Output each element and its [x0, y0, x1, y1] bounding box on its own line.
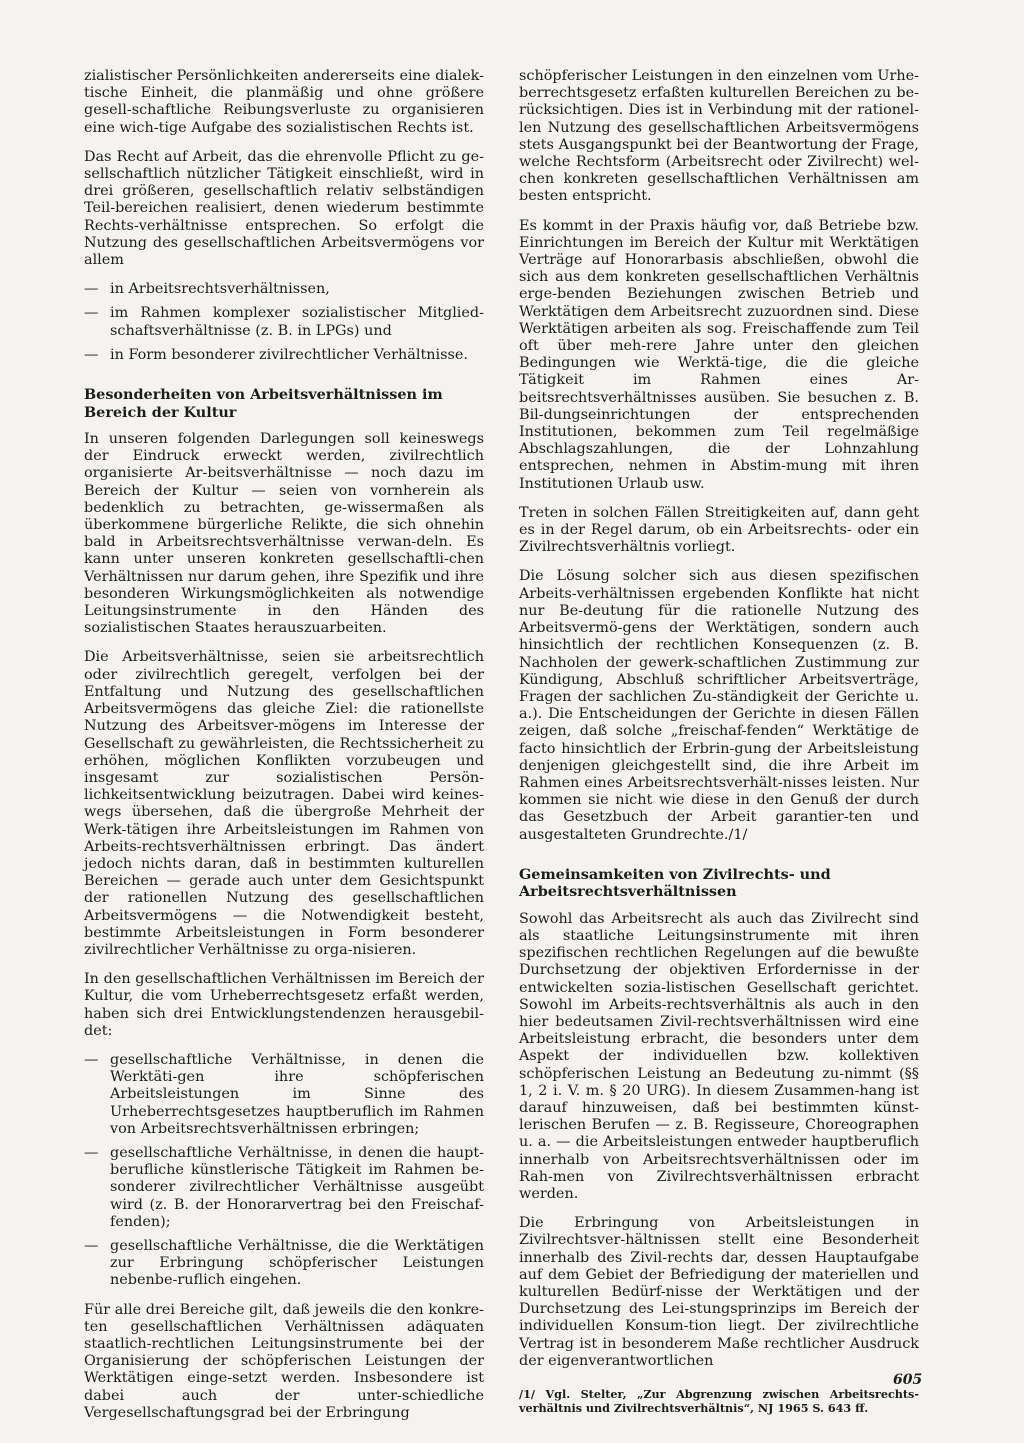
list-item: — gesellschaftliche Verhältnisse, in denen die Werktäti-gen ihre schöpferischen Arbeitsleistungen im Sinne des Urheberrechtsgesetzes hauptberuflich im Rahmen von Arbeitsrechtsverhältnissen erbringen; [84, 1052, 484, 1138]
right-column [519, 68, 919, 1415]
paragraph: zialistischer Persönlichkeiten andererseits eine dialek-tische Einheit, die planmäßig und ohne größere gesell-schaftliche Reibungsverluste zu organisieren eine wich-tige Aufgabe des sozialistischen Rechts ist. [84, 68, 484, 136]
paragraph: Treten in solchen Fällen Streitigkeiten auf, dann geht es in der Regel darum, ob ein Arbeitsrechts- oder ein Zivilrechtsverhältnis vorliegt. [519, 504, 919, 556]
paragraph: Für alle drei Bereiche gilt, daß jeweils die den konkre-ten gesellschaftlichen Verhältnissen adäquaten staatlich-rechtlichen Leitungsinstrumente bei der Organisierung der schöpferischen Leistungen der Werktätigen einge-setzt werden. Insbesondere ist dabei auch der unter-schiedliche Vergesellschaftungsgrad bei der Erbringung [84, 1301, 484, 1421]
section-heading: Gemeinsamkeiten von Zivilrechts- und Arbeitsrechtsverhältnissen [519, 865, 831, 901]
paragraph: schöpferischer Leistungen in den einzelnen vom Urhe-berrechtsgesetz erfaßten kulturellen Bereichen zu be-rücksichtigen. Dies ist in Verbindung mit der rationel-len Nutzung des gesellschaftlichen Arbeitsvermögens stets Ausgangspunkt bei der Beantwortung der Frage, welche Rechtsform (Arbeitsrecht oder Zivilrecht) wel-chen konkreten gesellschaftlichen Verhältnissen am besten entspricht. [519, 68, 919, 205]
list-item: — in Form besonderer zivilrechtlicher Verhältnisse. [84, 347, 484, 364]
section-heading: Besonderheiten von Arbeitsverhältnissen im Bereich der Kultur [84, 386, 443, 421]
paragraph: Das Recht auf Arbeit, das die ehrenvolle Pflicht zu ge-sellschaftlich nützlicher Tätigkeit einschließt, wird in drei größeren, gesellschaftlich relativ selbständigen Teil-bereichen realisiert, denen wiederum bestimmte Rechts-verhältnisse entsprechen. So erfolgt die Nutzung des gesellschaftlichen Arbeitsvermögens vor allem [84, 148, 484, 269]
paragraph: Die Arbeitsverhältnisse, seien sie arbeitsrechtlich oder zivilrechtlich geregelt, verfolgen bei der Entfaltung und Nutzung des gesellschaftlichen Arbeitsvermögens das gleiche Ziel: die rationellste Nutzung des Arbeitsver-mögens im Interesse der Gesellschaft zu gewährleisten, die Rechtssicherheit zu erhöhen, möglichen Konflikten vorzubeugen und insgesamt zur sozialistischen Persön-lichkeitsentwicklung beizutragen. Dabei wird keines-wegs übersehen, daß die übergroße Mehrheit der Werk-tätigen ihre Arbeitsleistungen im Rahmen von Arbeits-rechtsverhältnissen erbringt. Das ändert jedoch nichts daran, daß in bestimmten kulturellen Bereichen — gerade auch unter dem Gesichtspunkt der rationellen Nutzung des gesellschaftlichen Arbeitsvermögens — die Notwendigkeit besteht, bestimmte Arbeitsleistungen in Form besonderer zivilrechtlicher Verhältnisse zu orga-nisieren. [84, 649, 484, 958]
list-item: — gesellschaftliche Verhältnisse, die die Werktätigen zur Erbringung schöpferischer Leistungen nebenbe-ruflich eingehen. [84, 1238, 484, 1290]
list-item: — gesellschaftliche Verhältnisse, in denen die haupt-berufliche künstlerische Tätigkeit im Rahmen be-sonderer zivilrechtlicher Verhältnisse ausgeübt wird (z. B. der Honorarvertrag bei den Freischaf-fenden); [84, 1145, 484, 1231]
list-item: — im Rahmen komplexer sozialistischer Mitglied-schaftsverhältnisse (z. B. in LPGs) und [84, 305, 484, 339]
left-column [84, 68, 484, 1434]
paragraph: In unseren folgenden Darlegungen soll keineswegs der Eindruck erweckt werden, zivilrechtlich organisierte Ar-beitsverhältnisse — noch dazu im Bereich der Kultur — seien von vornherein als bedenklich zu betrachten, ge-wissermaßen als überkommene bürgerliche Relikte, die sich ohnehin bald in Arbeitsrechtsverhältnisse verwan-deln. Es kann unter unseren konkreten gesellschaftli-chen Verhältnissen nur darum gehen, ihre Spezifik und ihre besonderen Wirkungsmöglichkeiten als notwendige Leitungsinstrumente in den Händen des sozialistischen Staates herauszuarbeiten. [84, 431, 484, 637]
paragraph: Es kommt in der Praxis häufig vor, daß Betriebe bzw. Einrichtungen im Bereich der Kultur mit Werktätigen Verträge auf Honorarbasis abschließen, obwohl die sich aus dem konkreten gesellschaftlichen Verhältnis erge-benden Beziehungen zwischen Betrieb und Werktätigen dem Arbeitsrecht zuzuordnen sind. Diese Werktätigen arbeiten als sog. Freischaffende zum Teil oft über meh-rere Jahre unter den gleichen Bedingungen wie Werktä-tige, die die gleiche Tätigkeit im Rahmen eines Ar-beitsrechtsverhältnisses ausüben. Sie besuchen z. B. Bil-dungseinrichtungen der entsprechenden Institutionen, bekommen zum Teil regelmäßige Abschlagszahlungen, die der Lohnzahlung entsprechen, nehmen in Abstim-mung mit ihren Institutionen Urlaub usw. [519, 217, 919, 492]
paragraph: Die Erbringung von Arbeitsleistungen in Zivilrechtsver-hältnissen stellt eine Besonderheit innerhalb des Zivil-rechts dar, dessen Hauptaufgabe auf dem Gebiet der Befriedigung der materiellen und kulturellen Bedürf-nisse der Werktätigen und der Durchsetzung des Lei-stungsprinzips im Bereich der individuellen Konsum-tion liegt. Der zivilrechtliche Vertrag ist in besonderem Maße rechtlicher Ausdruck der eigenverantwortlichen [519, 1215, 919, 1369]
dash-list [84, 1052, 484, 1290]
dash-list [84, 281, 484, 364]
paragraph: In den gesellschaftlichen Verhältnissen im Bereich der Kultur, die vom Urheberrechtsgesetz erfaßt werden, haben sich drei Entwicklungstendenzen herausgebil-det: [84, 971, 484, 1039]
paragraph: Sowohl das Arbeitsrecht als auch das Zivilrecht sind als staatliche Leitungsinstrumente mit ihren spezifischen rechtlichen Regelungen auf die bewußte Durchsetzung der objektiven Erfordernisse in der entwickelten sozia-listischen Gesellschaft gerichtet. Sowohl im Arbeits-rechtsverhältnis als auch in den hier bedeutsamen Zivil-rechtsverhältnissen wird eine Arbeitsleistung erbracht, die besonders unter dem Aspekt der individuellen bzw. kollektiven schöpferischen Leistung an Bedeutung zu-nimmt (§§ 1, 2 i. V. m. § 20 URG). In diesem Zusammen-hang ist darauf hinzuweisen, daß bei bestimmten künst-lerischen Berufen — z. B. Regisseure, Choreographen u. a. — die Arbeitsleistungen entweder hauptberuflich innerhalb von Arbeitsrechtsverhältnissen oder im Rah-men von Zivilrechtsverhältnissen erbracht werden. [519, 910, 919, 1202]
paragraph: Die Lösung solcher sich aus diesen spezifischen Arbeits-verhältnissen ergebenden Konflikte hat nicht nur Be-deutung für die rationelle Nutzung des Arbeitsvermö-gens der Werktätigen, sondern auch hinsichtlich der rechtlichen Konsequenzen (z. B. Nachholen der gewerk-schaftlichen Zustimmung zur Kündigung, Abschluß schriftlicher Arbeitsverträge, Fragen der sachlichen Zu-ständigkeit der Gerichte u. a.). Die Entscheidungen der Gerichte in diesen Fällen zeigen, daß solche „freischaf-fenden“ Werktätige de facto hinsichtlich der Erbrin-gung der Arbeitsleistung denjenigen gleichgestellt sind, die ihre Arbeit im Rahmen eines Arbeitsrechtsverhält-nisses leisten. Nur kommen sie nicht wie diese in den Genuß der durch das Gesetzbuch der Arbeit garantier-ten und ausgestalteten Grundrechte./1/ [519, 568, 919, 843]
footnote: /1/ Vgl. Stelter, „Zur Abgrenzung zwischen Arbeitsrechts-verhältnis und Zivilrechtsverhältnis“, NJ 1965 S. 643 ff. [519, 1387, 919, 1415]
list-item: — in Arbeitsrechtsverhältnissen, [84, 281, 484, 298]
page-number: 605 [893, 1372, 923, 1388]
